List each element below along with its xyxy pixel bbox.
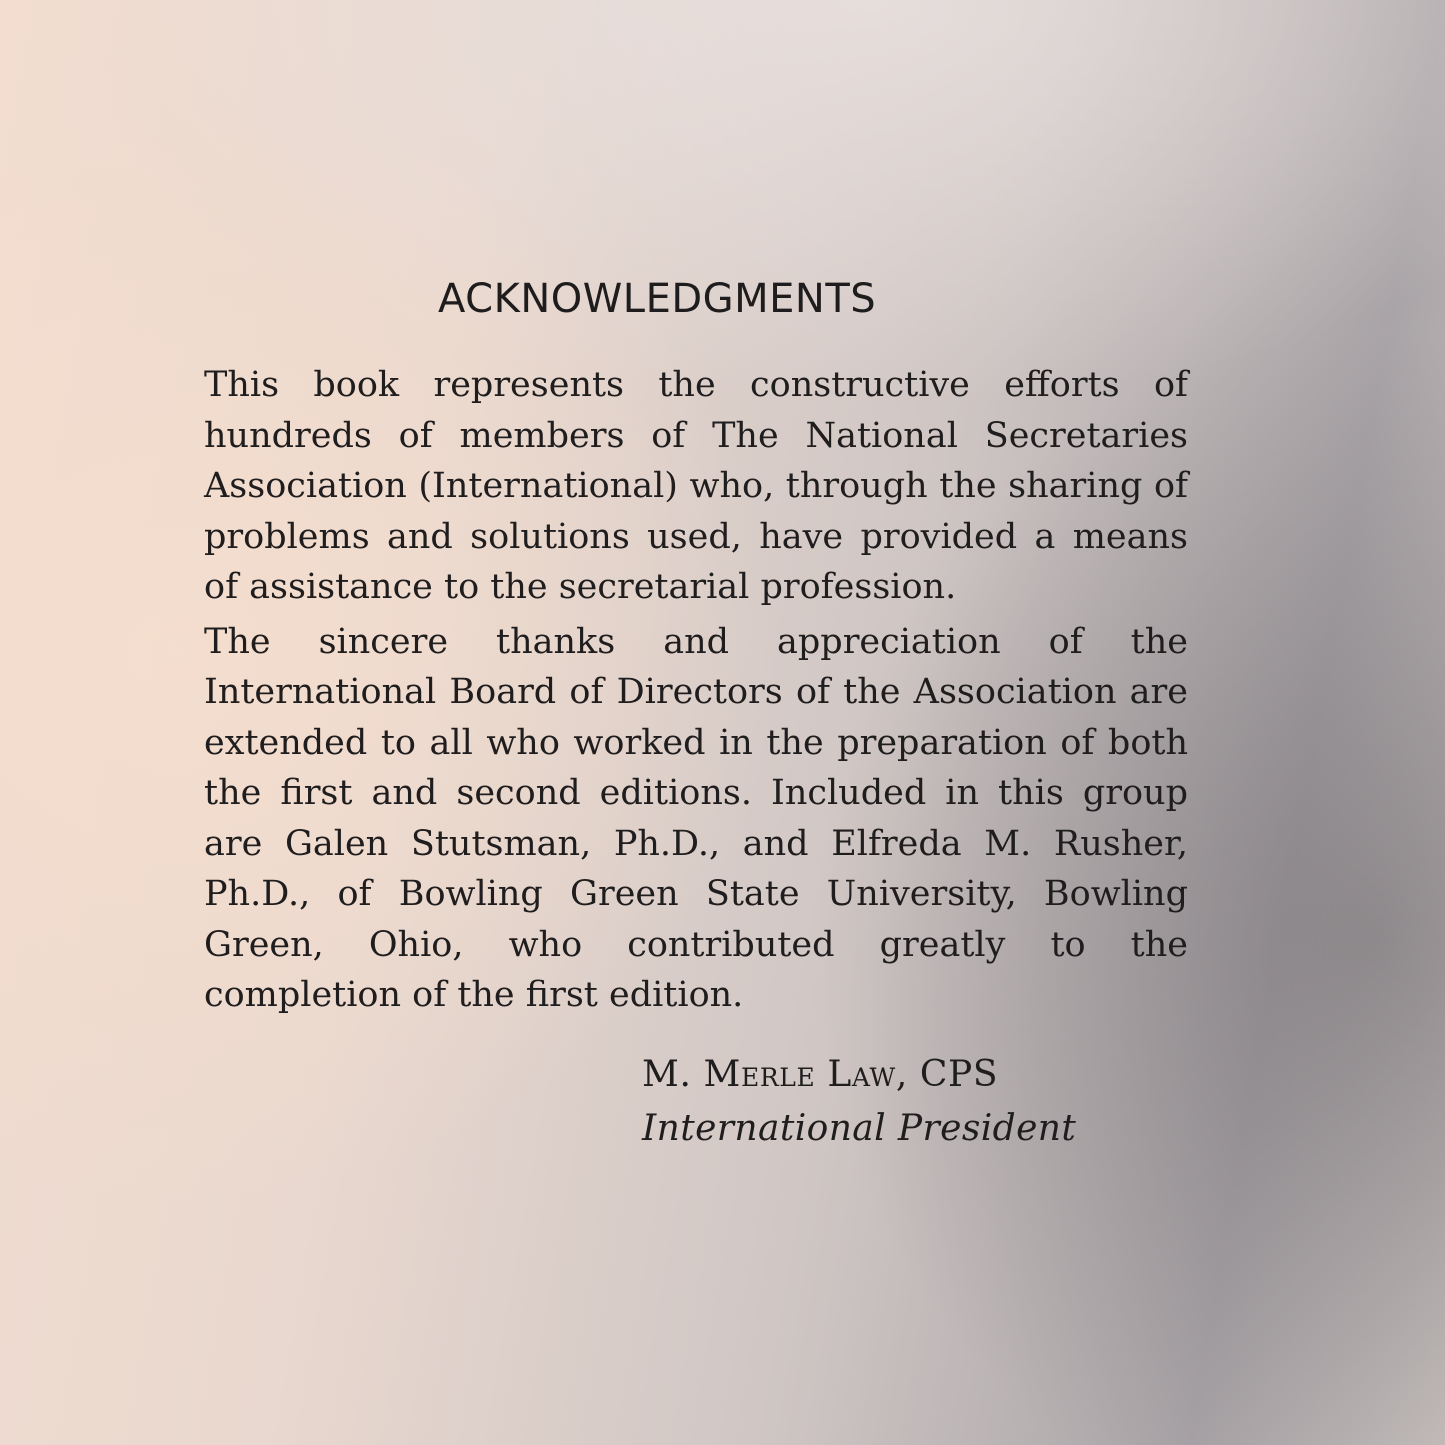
paragraph-1: This book represents the constructive efforts of hundreds of members of The National Secretaries Association (International) who, through the sharing of problems and solutions used, have provided a means of assistance to the secretarial profession. bbox=[204, 365, 1188, 607]
page-heading: ACKNOWLEDGMENTS bbox=[438, 276, 877, 322]
signatory-name: M. Merle Law, CPS bbox=[642, 1054, 999, 1095]
acknowledgments-body bbox=[204, 360, 1188, 1021]
paragraph-2: The sincere thanks and appreciation of the International Board of Directors of the Association are extended to all who worked in the preparation of both the first and second editions. Included in this group are Galen Stutsman, Ph.D., and Elfreda M. Rusher, Ph.D., of Bowling Green State University, Bowling Green, Ohio, who contributed greatly to the completion of the first edition. bbox=[204, 621, 1188, 1015]
signature-block bbox=[642, 1048, 1142, 1156]
signatory-title: International President bbox=[642, 1108, 1077, 1149]
